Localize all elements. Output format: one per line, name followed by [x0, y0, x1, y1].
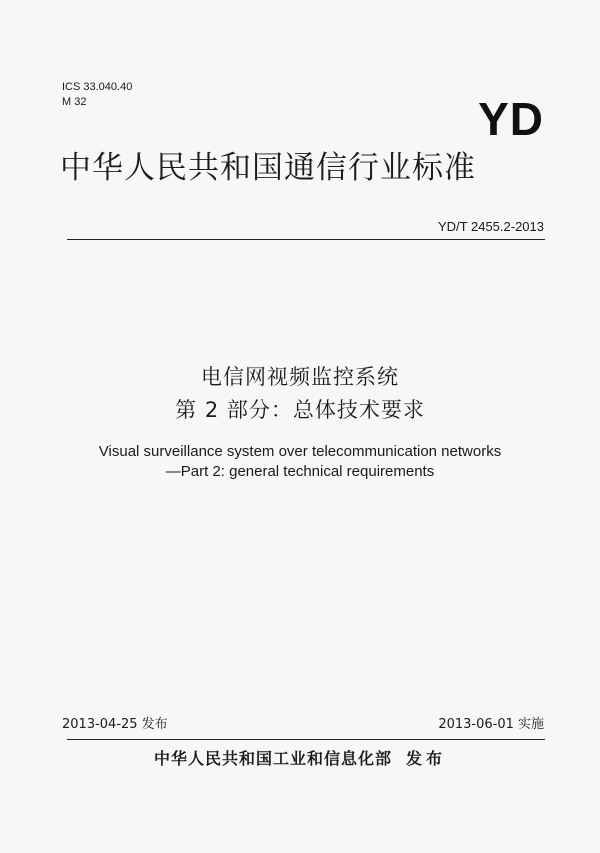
- document-title-en-line1: Visual surveillance system over telecommunication networks: [98, 443, 502, 460]
- issue-date: 2013-04-25 发布: [62, 717, 168, 732]
- document-title-en-line2: —Part 2: general technical requirements: [165, 463, 435, 480]
- publish-action: 发布: [406, 749, 447, 768]
- bottom-divider: [67, 739, 545, 740]
- document-title-cn-line1: 电信网视频监控系统: [201, 365, 399, 389]
- industry-standard-title: 中华人民共和国通信行业标准: [60, 150, 476, 186]
- top-divider: [67, 239, 545, 240]
- standard-number: YD/T 2455.2-2013: [438, 219, 544, 234]
- classification-code: M 32: [62, 96, 87, 108]
- ics-code: ICS 33.040.40: [62, 81, 133, 93]
- yd-logo: YD: [478, 93, 544, 145]
- implementation-date: 2013-06-01 实施: [438, 717, 544, 732]
- publisher: [0, 748, 600, 770]
- publisher-name: 中华人民共和国工业和信息化部: [153, 749, 392, 768]
- document-title-cn-line2: 第 2 部分：总体技术要求: [175, 398, 425, 422]
